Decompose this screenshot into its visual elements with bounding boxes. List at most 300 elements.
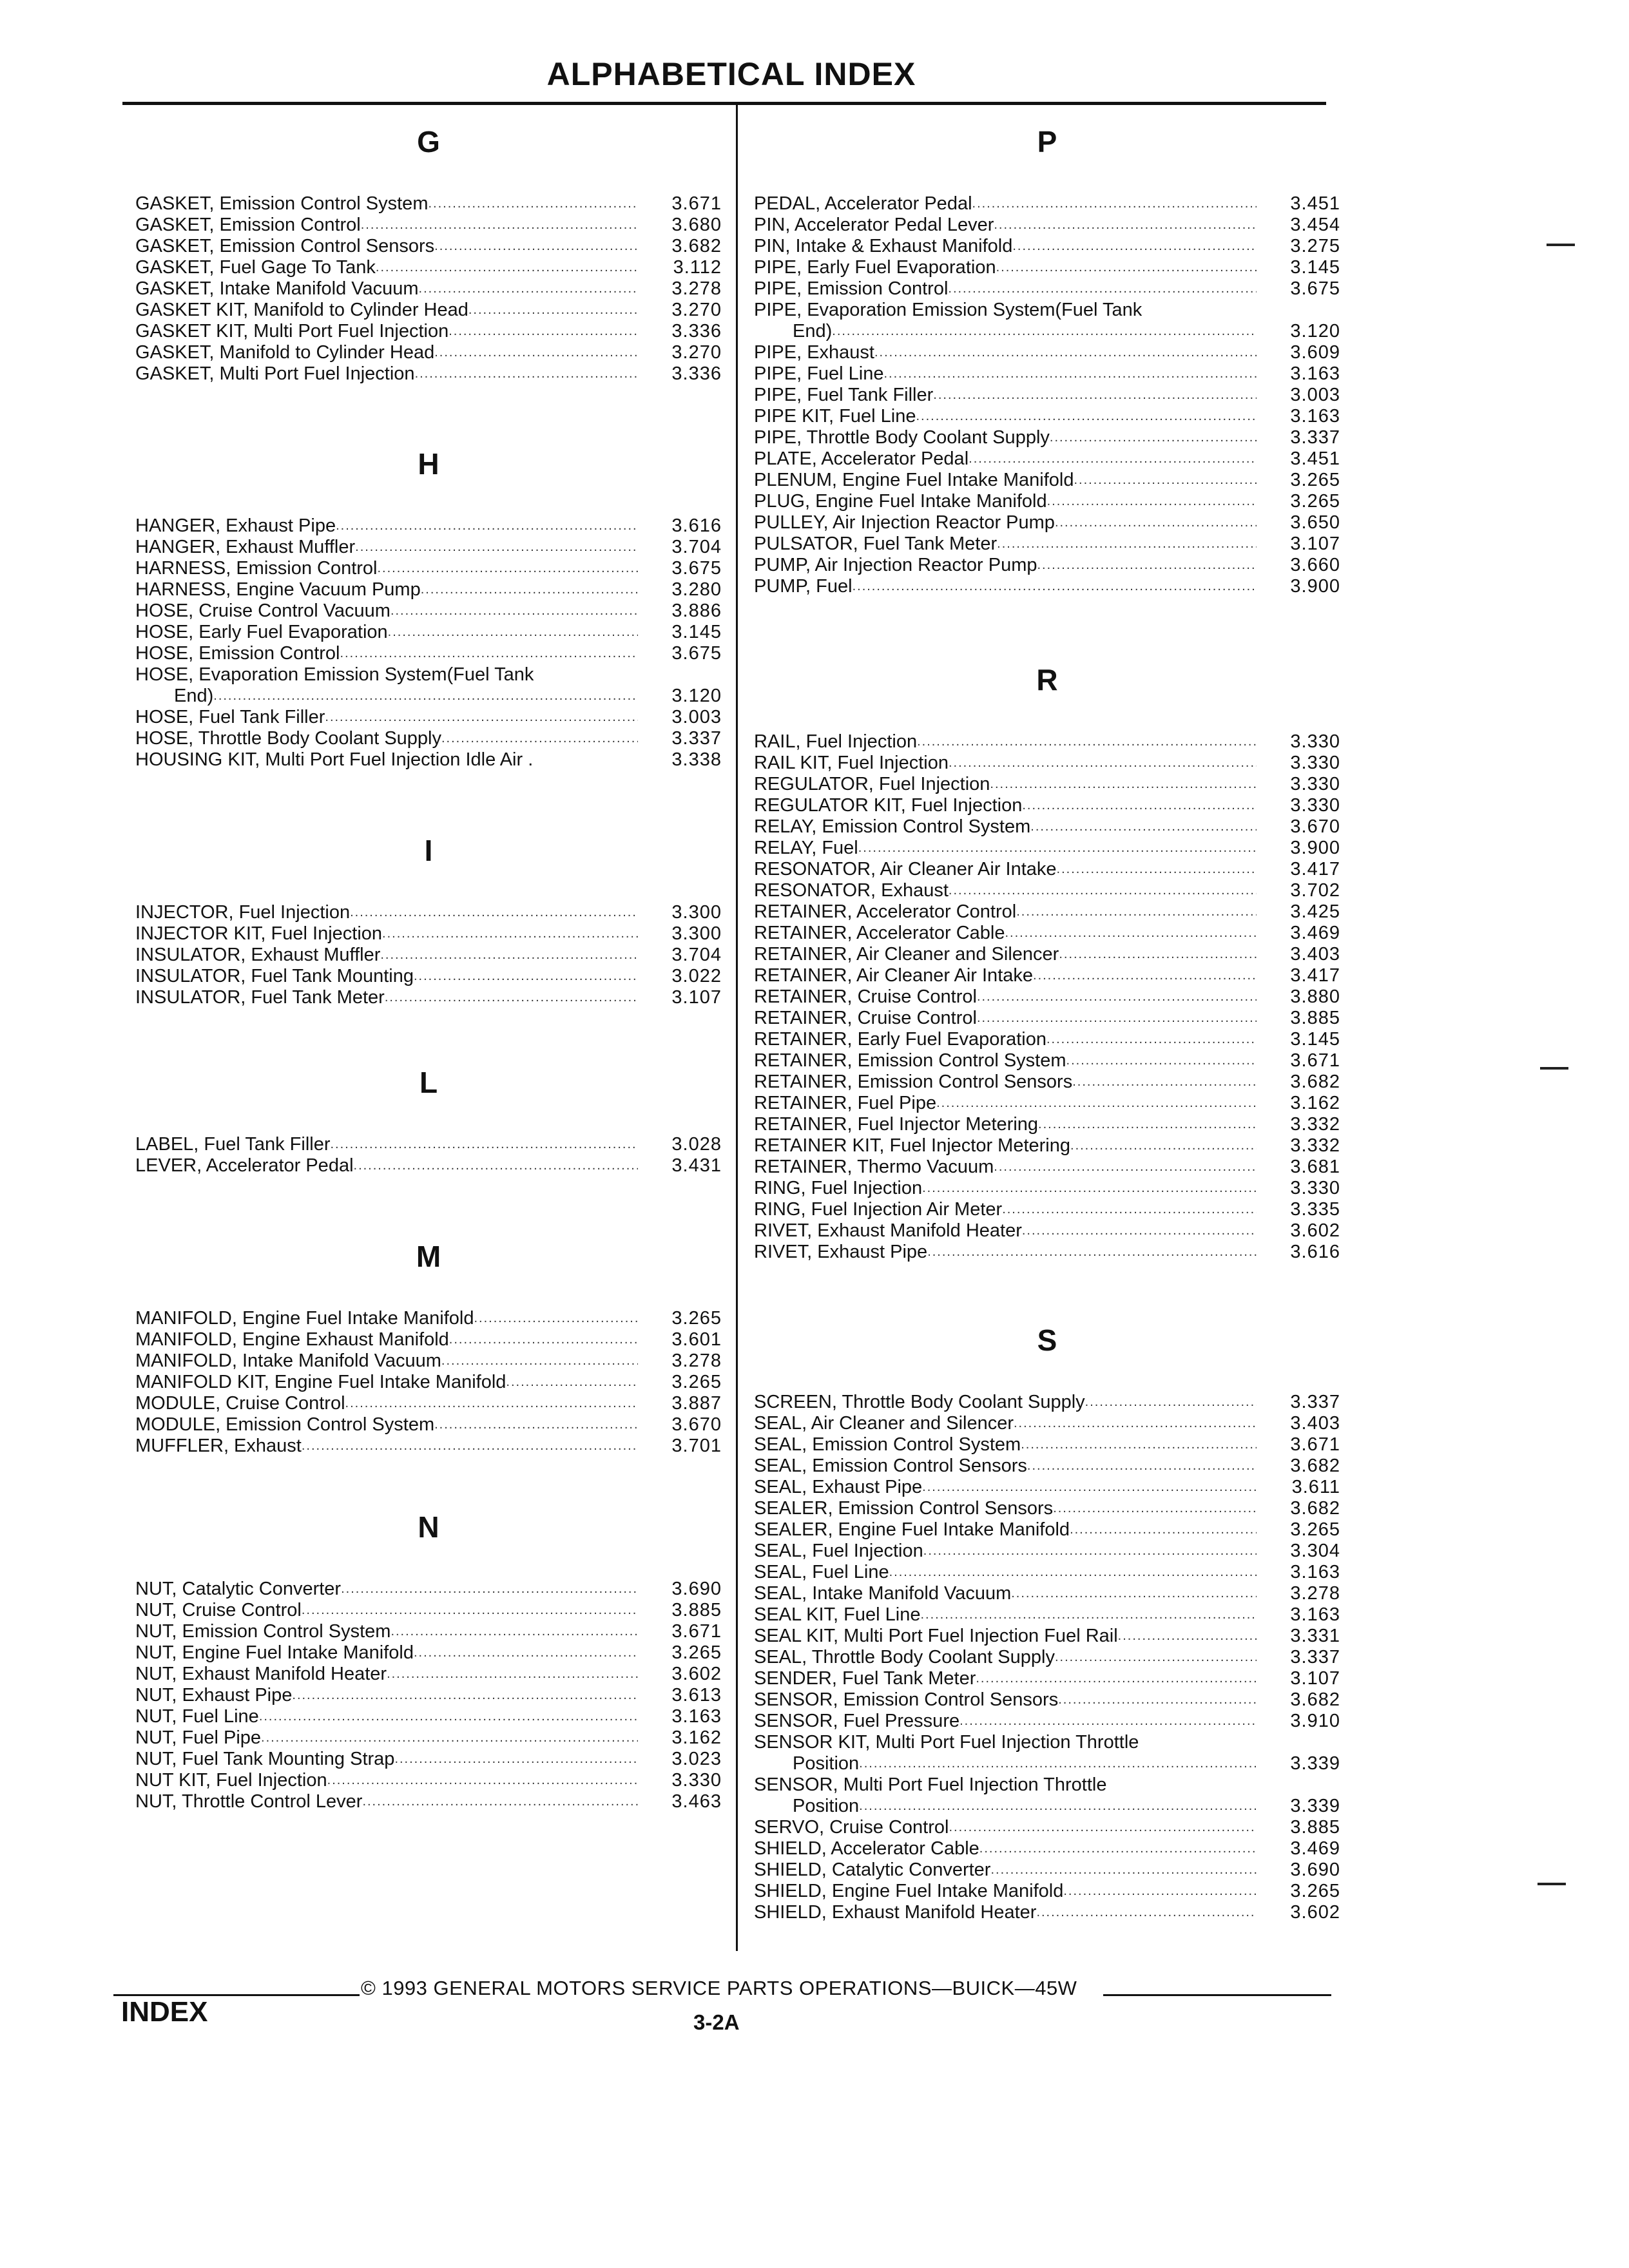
entry-page-ref: 3.602: [671, 1664, 722, 1684]
index-entry: [135, 1350, 722, 1372]
leader-dots: [213, 686, 638, 707]
leader-dots: [923, 1541, 1257, 1562]
leader-dots: [341, 1579, 638, 1600]
leader-dots: [996, 257, 1257, 278]
leader-dots: [859, 1753, 1257, 1774]
leader-dots: [468, 300, 638, 321]
entry-page-ref: 3.163: [671, 1706, 722, 1727]
entry-page-ref: 3.304: [1290, 1541, 1340, 1561]
entry-name: SENSOR, Fuel Pressure: [754, 1711, 960, 1731]
index-entry: [754, 342, 1340, 363]
leader-dots: [441, 728, 638, 749]
entry-page-ref: 3.330: [1290, 774, 1340, 794]
entry-page-ref: 3.660: [1290, 555, 1340, 575]
entry-list: [754, 1392, 1340, 1923]
section-letter: L: [419, 1066, 438, 1099]
index-entry: [754, 816, 1340, 838]
entry-page-ref: 3.671: [671, 193, 722, 214]
entry-name: SEALER, Engine Fuel Intake Manifold: [754, 1519, 1070, 1540]
entry-name: MODULE, Emission Control System: [135, 1414, 435, 1435]
entry-name: HOSE, Throttle Body Coolant Supply: [135, 728, 441, 749]
entry-page-ref: 3.671: [1290, 1434, 1340, 1455]
entry-page-ref: 3.451: [1290, 448, 1340, 469]
margin-mark: [1537, 1883, 1566, 1885]
entry-name: INJECTOR, Fuel Injection: [135, 902, 351, 923]
leader-dots: [997, 533, 1257, 555]
entry-page-ref: 3.431: [671, 1155, 722, 1176]
leader-dots: [1070, 1519, 1257, 1541]
entry-name: HOSE, Cruise Control Vacuum: [135, 601, 390, 621]
index-entry: [754, 278, 1340, 300]
leader-dots: [927, 1242, 1257, 1263]
index-entry: [754, 1647, 1340, 1668]
entry-page-ref: 3.650: [1290, 512, 1340, 533]
entry-name: RELAY, Fuel: [754, 838, 858, 858]
entry-name: PIPE KIT, Fuel Line: [754, 406, 916, 427]
column-divider: [736, 105, 738, 1951]
index-entry: [135, 1664, 722, 1685]
index-entry: [754, 1498, 1340, 1519]
index-entry: [754, 1711, 1340, 1732]
leader-dots: [302, 1600, 638, 1621]
leader-dots: [350, 902, 638, 923]
leader-dots: [1005, 923, 1257, 944]
leader-dots: [1046, 1029, 1257, 1050]
index-entry: [754, 731, 1340, 753]
entry-name: RETAINER, Fuel Pipe: [754, 1093, 937, 1113]
footer-page-number: 3-2A: [693, 2010, 740, 2034]
index-entry: [135, 236, 722, 257]
entry-page-ref: 3.613: [671, 1685, 722, 1706]
index-entry: [754, 753, 1340, 774]
entry-page-ref: 3.145: [1290, 257, 1340, 278]
entry-name: SEAL, Intake Manifold Vacuum: [754, 1583, 1012, 1604]
entry-page-ref: 3.163: [1290, 363, 1340, 384]
leader-dots: [1016, 901, 1257, 923]
entry-page-ref: 3.670: [1290, 816, 1340, 837]
index-entry: [135, 902, 722, 923]
index-entry: [135, 1329, 722, 1350]
index-entry: [135, 537, 722, 558]
index-entry: [754, 1072, 1340, 1093]
index-entry: [754, 555, 1340, 576]
index-section-i: [135, 831, 722, 1008]
entry-name: SEAL, Emission Control System: [754, 1434, 1021, 1455]
entry-page-ref: 3.675: [1290, 278, 1340, 299]
entry-page-ref: 3.690: [671, 1579, 722, 1599]
entry-page-ref: 3.682: [1290, 1456, 1340, 1476]
index-entry: [135, 664, 722, 686]
index-entry: [754, 1029, 1340, 1050]
entry-page-ref: 3.331: [1290, 1626, 1340, 1646]
entry-page-ref: 3.270: [671, 342, 722, 363]
leader-dots: [933, 385, 1257, 406]
index-section-p: [754, 122, 1340, 597]
leader-dots: [949, 1817, 1257, 1838]
entry-page-ref: 3.671: [671, 1621, 722, 1642]
entry-name: SEAL, Throttle Body Coolant Supply: [754, 1647, 1055, 1667]
leader-dots: [1047, 491, 1257, 512]
entry-name: HOSE, Evaporation Emission System(Fuel Tank: [135, 664, 534, 685]
entry-name: NUT, Fuel Pipe: [135, 1727, 262, 1748]
entry-name: SCREEN, Throttle Body Coolant Supply: [754, 1392, 1085, 1412]
index-entry: [754, 300, 1340, 321]
entry-name: RAIL, Fuel Injection: [754, 731, 918, 752]
leader-dots: [419, 278, 638, 300]
entry-name: RELAY, Emission Control System: [754, 816, 1031, 837]
entry-page-ref: 3.278: [671, 278, 722, 299]
entry-name: RETAINER, Cruise Control: [754, 986, 977, 1007]
entry-page-ref: 3.265: [1290, 1519, 1340, 1540]
leader-dots: [382, 923, 638, 945]
entry-page-ref: 3.337: [1290, 1647, 1340, 1667]
entry-name: PIN, Accelerator Pedal Lever: [754, 215, 994, 235]
section-letter: M: [416, 1240, 441, 1273]
leader-dots: [1050, 427, 1257, 448]
index-entry: [135, 987, 722, 1008]
entry-page-ref: 3.887: [671, 1393, 722, 1414]
entry-name: NUT, Emission Control System: [135, 1621, 391, 1642]
entry-name: RETAINER, Fuel Injector Metering: [754, 1114, 1039, 1135]
entry-list: [135, 902, 722, 1008]
entry-name: NUT, Exhaust Manifold Heater: [135, 1664, 387, 1684]
entry-page-ref: 3.332: [1290, 1135, 1340, 1156]
section-letter: G: [417, 125, 440, 159]
entry-name: RAIL KIT, Fuel Injection: [754, 753, 949, 773]
leader-dots: [390, 1621, 638, 1642]
entry-name: GASKET KIT, Multi Port Fuel Injection: [135, 321, 449, 341]
index-entry: [135, 1308, 722, 1329]
leader-dots: [1014, 1413, 1257, 1434]
entry-name: GASKET, Emission Control: [135, 215, 361, 235]
index-entry: [754, 193, 1340, 215]
entry-name: End): [174, 686, 214, 706]
entry-page-ref: 3.275: [1290, 236, 1340, 256]
entry-page-ref: 3.680: [671, 215, 722, 235]
leader-dots: [922, 1477, 1257, 1498]
entry-name: LEVER, Accelerator Pedal: [135, 1155, 354, 1176]
leader-dots: [380, 945, 638, 966]
index-entry: [754, 1008, 1340, 1029]
entry-page-ref: 3.338: [671, 749, 722, 770]
index-entry: [135, 1791, 722, 1812]
index-entry: [754, 986, 1340, 1008]
index-entry: [135, 1621, 722, 1642]
leader-dots: [449, 1329, 638, 1350]
entry-page-ref: 3.163: [1290, 406, 1340, 427]
entry-name: INSULATOR, Fuel Tank Mounting: [135, 966, 414, 986]
entry-page-ref: 3.339: [1290, 1753, 1340, 1774]
entry-name: INJECTOR KIT, Fuel Injection: [135, 923, 383, 944]
leader-dots: [859, 1796, 1257, 1817]
leader-dots: [1142, 300, 1257, 321]
footer-copyright: © 1993 GENERAL MOTORS SERVICE PARTS OPERATIONS—BUICK—45W: [361, 1977, 1077, 1999]
entry-page-ref: 3.885: [1290, 1008, 1340, 1028]
index-entry: [135, 728, 722, 749]
entry-name: SENSOR KIT, Multi Port Fuel Injection Throttle: [754, 1732, 1139, 1753]
leader-dots: [977, 1008, 1257, 1029]
entry-name: SHIELD, Catalytic Converter: [754, 1860, 991, 1880]
index-entry: [135, 193, 722, 215]
entry-name: HOUSING KIT, Multi Port Fuel Injection Idle Air .: [135, 749, 534, 770]
index-entry: [754, 1817, 1340, 1838]
leader-dots: [1066, 1050, 1257, 1072]
entry-page-ref: 3.682: [671, 236, 722, 256]
index-entry: [754, 965, 1340, 986]
entry-name: NUT, Throttle Control Lever: [135, 1791, 363, 1812]
index-entry: [754, 385, 1340, 406]
entry-page-ref: 3.682: [1290, 1498, 1340, 1519]
entry-name: RETAINER, Air Cleaner and Silencer: [754, 944, 1059, 965]
leader-dots: [858, 838, 1257, 859]
entry-page-ref: 3.265: [671, 1642, 722, 1663]
entry-list: [754, 193, 1340, 597]
entry-page-ref: 3.611: [1291, 1477, 1340, 1497]
leader-dots: [948, 278, 1257, 300]
entry-list: [135, 515, 722, 771]
index-section-h: [135, 445, 722, 770]
entry-page-ref: 3.120: [671, 686, 722, 706]
index-entry: [135, 1706, 722, 1727]
leader-dots: [1070, 1135, 1257, 1157]
leader-dots: [1022, 1220, 1257, 1242]
entry-page-ref: 3.335: [1290, 1199, 1340, 1220]
entry-name: RESONATOR, Air Cleaner Air Intake: [754, 859, 1057, 879]
entry-name: PIPE, Evaporation Emission System(Fuel Tank: [754, 300, 1142, 320]
entry-name: NUT, Cruise Control: [135, 1600, 302, 1620]
index-section-r: [754, 660, 1340, 1262]
leader-dots: [1022, 795, 1257, 816]
index-entry: [754, 1093, 1340, 1114]
leader-dots: [385, 987, 638, 1008]
entry-name: PIN, Intake & Exhaust Manifold: [754, 236, 1013, 256]
index-entry: [754, 1902, 1340, 1923]
entry-name: PIPE, Fuel Tank Filler: [754, 385, 934, 405]
leader-dots: [1106, 1774, 1257, 1796]
entry-page-ref: 3.417: [1290, 965, 1340, 986]
leader-dots: [387, 1664, 638, 1685]
entry-name: PIPE, Throttle Body Coolant Supply: [754, 427, 1050, 448]
index-entry: [135, 1727, 722, 1749]
leader-dots: [415, 363, 638, 385]
entry-page-ref: 3.145: [1290, 1029, 1340, 1050]
index-entry: [754, 491, 1340, 512]
entry-page-ref: 3.602: [1290, 1220, 1340, 1241]
entry-name: SERVO, Cruise Control: [754, 1817, 949, 1838]
leader-dots: [1030, 816, 1257, 838]
entry-page-ref: 3.330: [1290, 753, 1340, 773]
index-entry: [135, 579, 722, 601]
index-entry: [754, 236, 1340, 257]
index-entry: [754, 1220, 1340, 1242]
entry-page-ref: 3.265: [1290, 491, 1340, 512]
entry-name: SEAL KIT, Fuel Line: [754, 1604, 921, 1625]
header-rule: [122, 102, 1326, 105]
index-entry: [754, 923, 1340, 944]
index-entry: [135, 1770, 722, 1791]
entry-page-ref: 3.162: [1290, 1093, 1340, 1113]
entry-name: PUMP, Air Injection Reactor Pump: [754, 555, 1037, 575]
index-entry: [135, 558, 722, 579]
leader-dots: [441, 1350, 638, 1372]
entry-page-ref: 3.425: [1290, 901, 1340, 922]
entry-page-ref: 3.609: [1290, 342, 1340, 363]
index-entry: [135, 686, 722, 707]
entry-page-ref: 3.339: [1290, 1796, 1340, 1816]
leader-dots: [1037, 555, 1257, 576]
entry-name: HANGER, Exhaust Pipe: [135, 515, 336, 536]
entry-name: RING, Fuel Injection Air Meter: [754, 1199, 1003, 1220]
index-section-s: [754, 1321, 1340, 1923]
entry-page-ref: 3.602: [1290, 1902, 1340, 1923]
leader-dots: [261, 1727, 638, 1749]
leader-dots: [1058, 1689, 1257, 1711]
entry-page-ref: 3.910: [1290, 1711, 1340, 1731]
entry-name: SHIELD, Engine Fuel Intake Manifold: [754, 1881, 1064, 1901]
entry-name: NUT, Fuel Line: [135, 1706, 259, 1727]
entry-page-ref: 3.403: [1290, 944, 1340, 965]
entry-page-ref: 3.704: [671, 537, 722, 557]
leader-dots: [362, 1791, 638, 1812]
entry-page-ref: 3.469: [1290, 923, 1340, 943]
index-entry: [754, 363, 1340, 385]
index-entry: [135, 923, 722, 945]
section-letter: H: [418, 447, 439, 481]
index-entry: [135, 966, 722, 987]
index-entry: [754, 1583, 1340, 1604]
entry-name: RETAINER, Emission Control Sensors: [754, 1072, 1073, 1092]
index-entry: [754, 838, 1340, 859]
index-entry: [135, 601, 722, 622]
entry-name: GASKET, Intake Manifold Vacuum: [135, 278, 419, 299]
entry-name: REGULATOR KIT, Fuel Injection: [754, 795, 1023, 816]
entry-name: MUFFLER, Exhaust: [135, 1436, 302, 1456]
index-entry: [754, 795, 1340, 816]
leader-dots: [1027, 1456, 1257, 1477]
entry-page-ref: 3.682: [1290, 1072, 1340, 1092]
index-entry: [754, 1519, 1340, 1541]
index-section-n: [135, 1508, 722, 1812]
index-entry: [754, 321, 1340, 342]
entry-name: MANIFOLD, Intake Manifold Vacuum: [135, 1350, 441, 1371]
leader-dots: [969, 448, 1257, 470]
entry-name: GASKET, Manifold to Cylinder Head: [135, 342, 435, 363]
index-entry: [754, 1562, 1340, 1583]
leader-dots: [959, 1711, 1257, 1732]
entry-list: [135, 1134, 722, 1177]
leader-dots: [976, 1668, 1257, 1689]
leader-dots: [434, 236, 638, 257]
section-letter: R: [1036, 663, 1058, 697]
margin-mark: [1540, 1067, 1568, 1070]
entry-page-ref: 3.028: [671, 1134, 722, 1155]
entry-name: HOSE, Emission Control: [135, 643, 340, 664]
index-entry: [135, 215, 722, 236]
leader-dots: [421, 579, 638, 601]
leader-dots: [949, 880, 1257, 901]
entry-name: PEDAL, Accelerator Pedal: [754, 193, 972, 214]
index-entry: [754, 1881, 1340, 1902]
entry-page-ref: 3.670: [671, 1414, 722, 1435]
entry-name: PIPE, Fuel Line: [754, 363, 884, 384]
index-entry: [754, 880, 1340, 901]
leader-dots: [378, 558, 639, 579]
index-entry: [754, 1456, 1340, 1477]
index-entry: [754, 774, 1340, 795]
entry-page-ref: 3.463: [671, 1791, 722, 1812]
leader-dots: [920, 1604, 1257, 1626]
leader-dots: [922, 1178, 1257, 1199]
entry-name: NUT, Fuel Tank Mounting Strap: [135, 1749, 395, 1769]
entry-name: SEAL, Fuel Injection: [754, 1541, 923, 1561]
entry-name: HOSE, Early Fuel Evaporation: [135, 622, 388, 642]
leader-dots: [1057, 859, 1257, 880]
entry-name: SEAL, Emission Control Sensors: [754, 1456, 1027, 1476]
entry-name: NUT, Engine Fuel Intake Manifold: [135, 1642, 414, 1663]
entry-name: MANIFOLD, Engine Exhaust Manifold: [135, 1329, 449, 1350]
entry-name: PIPE, Early Fuel Evaporation: [754, 257, 996, 278]
index-entry: [754, 1689, 1340, 1711]
entry-name: NUT, Exhaust Pipe: [135, 1685, 293, 1706]
entry-name: RIVET, Exhaust Pipe: [754, 1242, 928, 1262]
entry-name: SENDER, Fuel Tank Meter: [754, 1668, 976, 1689]
entry-name: MODULE, Cruise Control: [135, 1393, 345, 1414]
entry-page-ref: 3.265: [671, 1308, 722, 1329]
index-entry: [754, 1838, 1340, 1860]
leader-dots: [1072, 1072, 1257, 1093]
entry-name: REGULATOR, Fuel Injection: [754, 774, 990, 794]
index-entry: [754, 576, 1340, 597]
leader-dots: [1021, 1434, 1257, 1456]
entry-name: RETAINER, Cruise Control: [754, 1008, 977, 1028]
index-entry: [135, 1414, 722, 1436]
leader-dots: [1055, 512, 1257, 533]
index-entry: [135, 643, 722, 664]
index-entry: [754, 859, 1340, 880]
entry-name: INSULATOR, Exhaust Muffler: [135, 945, 381, 965]
index-entry: [135, 1600, 722, 1621]
index-entry: [135, 321, 722, 342]
entry-name: SEAL, Air Cleaner and Silencer: [754, 1413, 1014, 1434]
entry-page-ref: 3.107: [1290, 1668, 1340, 1689]
leader-dots: [949, 753, 1257, 774]
leader-dots: [936, 1093, 1257, 1114]
entry-page-ref: 3.336: [671, 363, 722, 384]
entry-page-ref: 3.601: [671, 1329, 722, 1350]
leader-dots: [331, 1134, 639, 1155]
entry-page-ref: 3.417: [1290, 859, 1340, 879]
entry-page-ref: 3.162: [671, 1727, 722, 1748]
leader-dots: [474, 1308, 638, 1329]
entry-name: PLUG, Engine Fuel Intake Manifold: [754, 491, 1047, 512]
index-entry: [754, 1114, 1340, 1135]
entry-page-ref: 3.337: [1290, 427, 1340, 448]
entry-page-ref: 3.120: [1290, 321, 1340, 341]
entry-page-ref: 3.675: [671, 643, 722, 664]
entry-list: [135, 1308, 722, 1457]
leader-dots: [979, 1838, 1257, 1860]
entry-page-ref: 3.300: [671, 923, 722, 944]
entry-name: HARNESS, Engine Vacuum Pump: [135, 579, 421, 600]
index-entry: [754, 1796, 1340, 1817]
leader-dots: [355, 537, 638, 558]
leader-dots: [336, 515, 638, 537]
index-entry: [135, 1393, 722, 1414]
entry-name: RETAINER, Accelerator Control: [754, 901, 1017, 922]
index-entry: [135, 707, 722, 728]
entry-page-ref: 3.270: [671, 300, 722, 320]
entry-page-ref: 3.403: [1290, 1413, 1340, 1434]
